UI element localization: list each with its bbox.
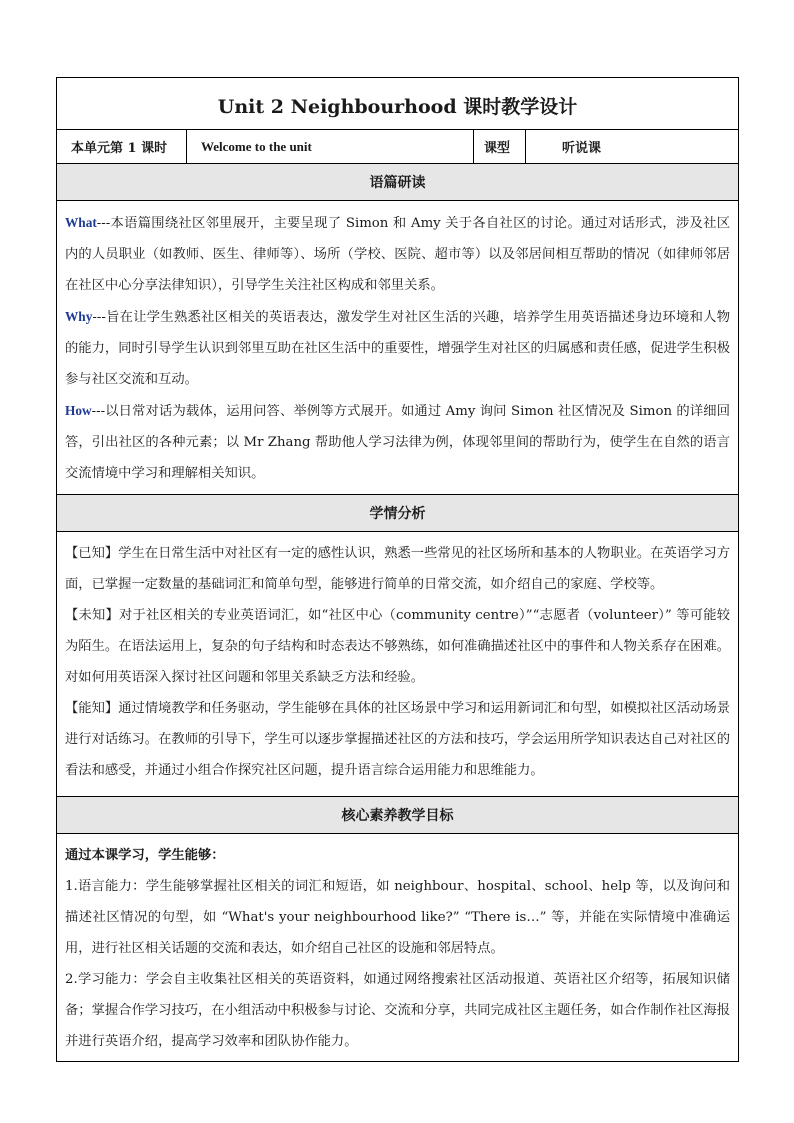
lesson-type-value: 听说课 [526,130,739,164]
objective-item-1: 1.语言能力：学生能够掌握社区相关的词汇和短语，如 neighbour、hospital、school、help 等，以及询问和描述社区情况的句型，如 “What's your neighbourhood like?” “There is…” 等，并能在实际情境中准确运用，进行社区相关话题的交流和表达，如介绍自己社区的设施和邻居特点。 [65,879,731,956]
section-heading-text-study: 语篇研读 [57,164,739,201]
how-label: How [65,403,92,418]
what-label: What [65,215,97,230]
unknown-paragraph: 【未知】对于社区相关的专业英语词汇，如“社区中心（community centre）”“志愿者（volunteer）” 等可能较为陌生。在语法运用上，复杂的句子结构和时态表达不够熟练，如何准确描述社区中的事件和人物关系存在困难。对如何用英语深入探讨社区问题和邻里关系缺乏方法和经验。 [65,608,731,685]
objectives-content [57,834,739,1062]
how-text: ---以日常对话为载体，运用问答、举例等方式展开。如通过 Amy 询问 Simon 社区情况及 Simon 的详细回答，引出社区的各种元素；以 Mr Zhang 帮助他人学习法律为例，体现邻里间的帮助行为，使学生在自然的语言交流情境中学习和理解相关知识。 [65,404,731,481]
what-paragraph [65,207,730,301]
why-text: ---旨在让学生熟悉社区相关的英语表达，激发学生对社区生活的兴趣，培养学生用英语描述身边环境和人物的能力，同时引导学生认识到邻里互助在社区生活中的重要性，增强学生对社区的归属感和责任感，促进学生积极参与社区交流和互动。 [65,310,731,387]
able-paragraph: 【能知】通过情境教学和任务驱动，学生能够在具体的社区场景中学习和运用新词汇和句型，如模拟社区活动场景进行对话练习。在教师的引导下，学生可以逐步掌握描述社区的方法和技巧，学会运用所学知识表达自己对社区的看法和感受，并通过小组合作探究社区问题，提升语言综合运用能力和思维能力。 [65,701,731,778]
period-label: 本单元第 1 课时 [57,130,187,164]
page-title: Unit 2 Neighbourhood 课时教学设计 [57,78,739,130]
lesson-topic: Welcome to the unit [187,130,474,164]
info-row [57,130,739,164]
how-paragraph [65,395,730,489]
lesson-type-label: 课型 [474,130,526,164]
lesson-plan-table [56,77,739,1062]
what-text: ---本语篇围绕社区邻里展开，主要呈现了 Simon 和 Amy 关于各自社区的讨论。通过对话形式，涉及社区内的人员职业（如教师、医生、律师等）、场所（学校、医院、超市等）以及邻居间相互帮助的情况（如律师邻居在社区中心分享法律知识），引导学生关注社区构成和邻里关系。 [65,216,731,293]
objectives-intro: 通过本课学习，学生能够： [65,848,225,863]
section-heading-learner-analysis: 学情分析 [57,495,739,532]
objective-item-2: 2.学习能力：学会自主收集社区相关的英语资料，如通过网络搜索社区活动报道、英语社区介绍等，拓展知识储备；掌握合作学习技巧，在小组活动中积极参与讨论、交流和分享，共同完成社区主题任务，如合作制作社区海报并进行英语介绍，提高学习效率和团队协作能力。 [65,972,731,1049]
lesson-plan-page [56,77,738,1062]
learner-analysis-content [57,532,739,797]
known-paragraph: 【已知】学生在日常生活中对社区有一定的感性认识，熟悉一些常见的社区场所和基本的人物职业。在英语学习方面，已掌握一定数量的基础词汇和简单句型，能够进行简单的日常交流，如介绍自己的家庭、学校等。 [65,546,731,592]
why-paragraph [65,301,730,395]
section-heading-objectives: 核心素养教学目标 [57,797,739,834]
text-study-content [57,201,739,495]
why-label: Why [65,309,93,324]
